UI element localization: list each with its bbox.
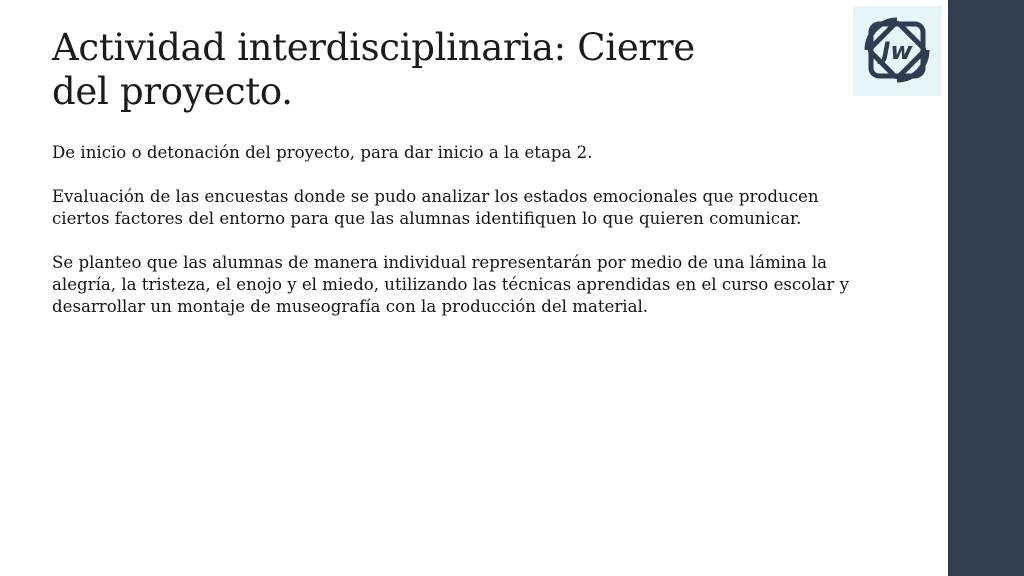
slide-title: Actividad interdisciplinaria: Cierre del proyecto.	[52, 26, 695, 113]
logo	[853, 6, 942, 96]
paragraph-intro: De inicio o detonación del proyecto, para dar inicio a la etapa 2.	[52, 143, 593, 162]
paragraph-plan: Se planteo que las alumnas de manera individual representarán por medio de una lámina la alegría, la tristeza, el enojo y el miedo, utilizando las técnicas aprendidas en el curso escolar y desarrollar un montaje de museografía con la producción del material.	[52, 253, 849, 316]
logo-text: Jw	[881, 37, 913, 65]
paragraph-evaluation: Evaluación de las encuestas donde se pudo analizar los estados emocionales que producen ciertos factores del entorno para que las alumnas identifiquen lo que quieren comunicar.	[52, 187, 819, 228]
side-accent-bar	[948, 0, 1024, 576]
slide-body	[52, 142, 912, 340]
jw-knot-logo-icon	[853, 6, 942, 96]
